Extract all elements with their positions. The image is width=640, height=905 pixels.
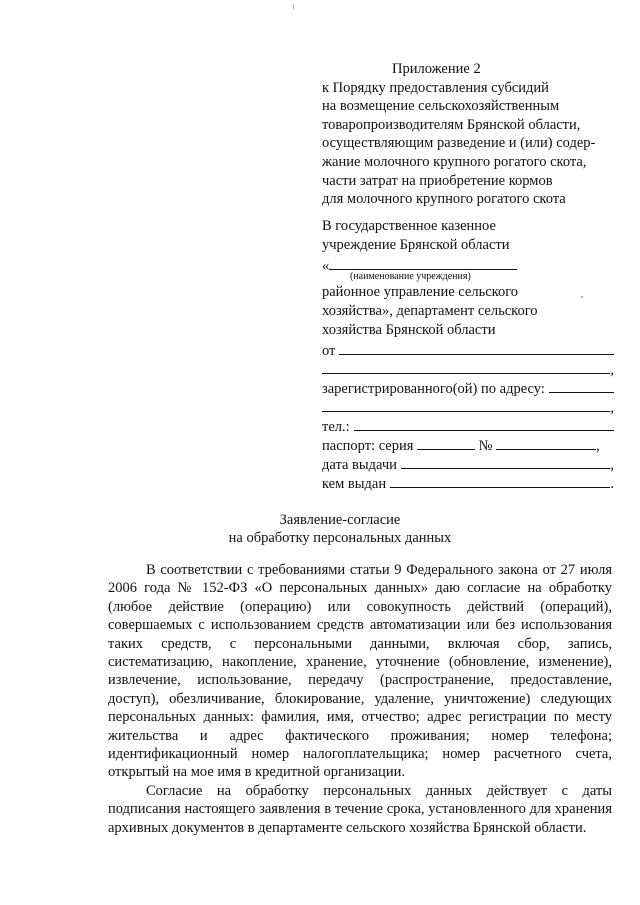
institution-caption: (наименование учреждения)	[350, 271, 471, 282]
passport-row	[322, 435, 614, 454]
applicant-name-field-2[interactable]	[322, 359, 610, 374]
address-field[interactable]	[549, 378, 614, 393]
consent-paragraph: Согласие на обработку персональных данных действует с даты подписания настоящего заявления в течение срока, установленного для хранения архивных документов в департаменте сельского хозяйства Брянской области.	[108, 782, 612, 836]
from-label: от	[322, 343, 336, 359]
issue-date-field[interactable]	[401, 454, 610, 469]
annex-line: осуществляющим разведение и (или) содер-	[322, 135, 596, 152]
annex-line: к Порядку предоставления субсидий	[322, 79, 549, 96]
document-title: Заявление-согласие	[279, 512, 401, 528]
phone-field[interactable]	[354, 416, 614, 431]
passport-number-field[interactable]	[496, 435, 596, 450]
consent-body	[108, 561, 612, 837]
address-field-2[interactable]	[322, 397, 610, 412]
issued-by-field[interactable]	[390, 473, 610, 488]
comma: ,	[596, 438, 600, 454]
address-continued-row	[322, 397, 614, 416]
document-subtitle: на обработку персональных данных	[228, 530, 452, 546]
comma: ,	[610, 457, 614, 473]
period: .	[610, 476, 614, 492]
issue-date-label: дата выдачи	[322, 457, 397, 473]
annex-line: на возмещение сельскохозяйственным	[322, 98, 560, 115]
number-sign: №	[478, 438, 493, 454]
open-quote: «	[322, 258, 330, 274]
addressee-line: хозяйства», департамент сельского	[322, 303, 538, 319]
annex-title: Приложение 2	[392, 61, 481, 77]
addressee-line: учреждение Брянской области	[322, 237, 510, 253]
phone-row	[322, 416, 614, 435]
consent-paragraph: В соответствии с требованиями статьи 9 Федерального закона от 27 июля 2006 года № 152-ФЗ «О персональных данных» даю согласие на обработку (любое действие (операцию) или совокупность действий (операций), совершаемых с использованием средств автоматизации или без использования таких средств, с персональными данными, включая сбор, запись, систематизацию, накопление, хранение, уточнение (обновление, изменение), извлечение, использование, передачу (распространение, предоставление, доступ), обезличивание, блокирование, удаление, уничтожение) следующих персональных данных: фамилия, имя, отчество; адрес регистрации по месту жительства и адрес фактического проживания; номер телефона; идентификационный номер налогоплательщика; номер расчетного счета, открытый на мое имя в кредитной организации.	[108, 562, 612, 781]
annex-header	[322, 60, 622, 209]
applicant-name-field[interactable]	[339, 340, 614, 355]
annex-line: товаропроизводителям Брянской области,	[322, 116, 581, 133]
passport-label: паспорт: серия	[322, 438, 414, 454]
addressee-line: районное управление сельского	[322, 284, 519, 300]
annex-line: части затрат на приобретение кормов	[322, 172, 553, 189]
registered-row	[322, 378, 614, 397]
phone-label: тел.:	[322, 419, 350, 435]
scan-mark	[293, 4, 294, 9]
addressee-block	[322, 217, 614, 492]
annex-line: для молочного крупного рогатого скота	[322, 191, 566, 208]
institution-name-field[interactable]	[329, 255, 517, 270]
annex-line: жание молочного крупного рогатого скота,	[322, 153, 587, 170]
applicant-name-continued-row	[322, 359, 614, 378]
issued-by-row	[322, 473, 614, 492]
comma: ,	[610, 400, 614, 416]
comma: ,	[610, 362, 614, 378]
from-row	[322, 340, 614, 359]
passport-series-field[interactable]	[417, 435, 475, 450]
issued-by-label: кем выдан	[322, 476, 387, 492]
issue-date-row	[322, 454, 614, 473]
registered-label: зарегистрированного(ой) по адресу:	[322, 381, 545, 397]
addressee-line: В государственное казенное	[322, 218, 496, 234]
institution-name-row	[322, 255, 614, 274]
addressee-line: хозяйства Брянской области	[322, 322, 496, 338]
